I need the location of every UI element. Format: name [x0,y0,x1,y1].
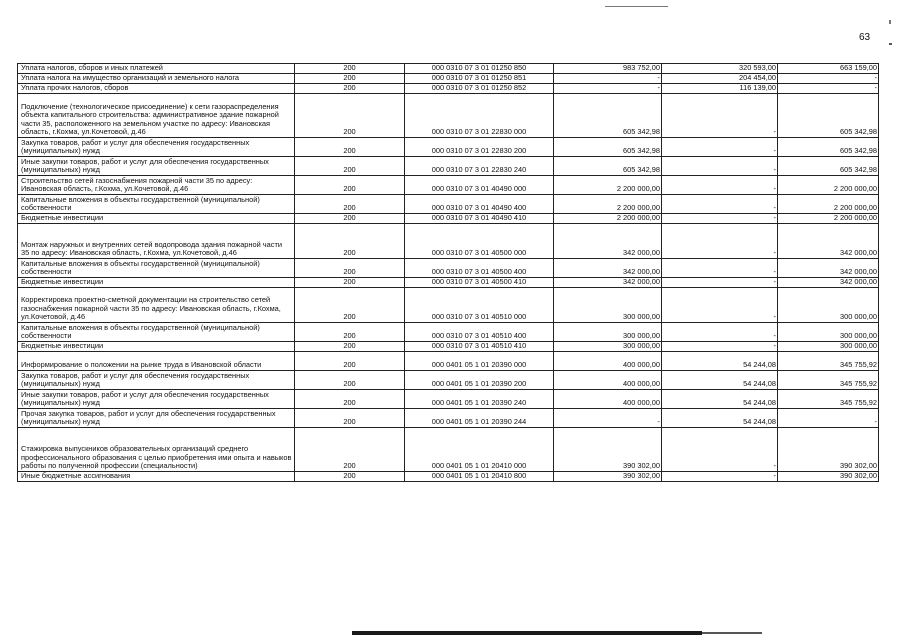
row-executed-amount: 54 244,08 [662,390,778,409]
row-unexecuted-amount: 342 000,00 [778,259,879,278]
row-unexecuted-amount: - [778,84,879,94]
row-name: Подключение (технологическое присоединение) к сети газораспределения объекта капитального строительства: административное здание пожарной части 35, расположенного на земельном участке по адресу: Ивановская область, г.Кохма, ул.Кочетовой, д.46 [18,94,295,138]
scan-mark [889,43,892,45]
row-approved-amount: 390 302,00 [554,472,662,482]
row-classification-code: 000 0401 05 1 01 20410 800 [405,472,554,482]
table-row [18,409,879,428]
row-unexecuted-amount: 345 755,92 [778,371,879,390]
row-unexecuted-amount: 663 159,00 [778,64,879,74]
row-executed-amount: 204 454,00 [662,74,778,84]
row-name: Иные закупки товаров, работ и услуг для обеспечения государственных (муниципальных) нужд [18,390,295,409]
row-classification-code: 000 0401 05 1 01 20390 200 [405,371,554,390]
row-name: Информирование о положении на рынке труда в Ивановской области [18,352,295,371]
row-unexecuted-amount: 345 755,92 [778,352,879,371]
row-executed-amount: 116 139,00 [662,84,778,94]
row-executed-amount: - [662,342,778,352]
row-admin-code: 200 [295,74,405,84]
row-name: Корректировка проектно-сметной документации на строительство сетей газоснабжения пожарной части 35 по адресу: Ивановская область, г.Кохма, ул.Кочетовой, д.46 [18,288,295,323]
row-unexecuted-amount: 2 200 000,00 [778,176,879,195]
table-row [18,195,879,214]
row-admin-code: 200 [295,176,405,195]
row-name: Бюджетные инвестиции [18,214,295,224]
table-row [18,390,879,409]
row-name: Бюджетные инвестиции [18,342,295,352]
table-row [18,472,879,482]
row-unexecuted-amount: 390 302,00 [778,472,879,482]
row-admin-code: 200 [295,214,405,224]
row-name: Монтаж наружных и внутренних сетей водопровода здания пожарной части 35 по адресу: Ивановская область, г.Кохма, ул.Кочетовой, д.46 [18,224,295,259]
row-classification-code: 000 0401 05 1 01 20390 244 [405,409,554,428]
row-classification-code: 000 0310 07 3 01 22830 200 [405,138,554,157]
table-row [18,138,879,157]
row-classification-code: 000 0401 05 1 01 20390 240 [405,390,554,409]
row-name: Иные закупки товаров, работ и услуг для обеспечения государственных (муниципальных) нужд [18,157,295,176]
row-unexecuted-amount: 342 000,00 [778,278,879,288]
row-unexecuted-amount: 300 000,00 [778,342,879,352]
scan-mark [889,20,891,24]
row-admin-code: 200 [295,390,405,409]
table-row [18,288,879,323]
row-classification-code: 000 0310 07 3 01 22830 000 [405,94,554,138]
row-approved-amount: 983 752,00 [554,64,662,74]
table-row [18,94,879,138]
row-approved-amount: 300 000,00 [554,288,662,323]
row-approved-amount: 342 000,00 [554,259,662,278]
bottom-scan-bar [702,632,762,634]
row-classification-code: 000 0310 07 3 01 40510 000 [405,288,554,323]
row-executed-amount: 54 244,08 [662,409,778,428]
row-executed-amount: - [662,288,778,323]
row-name: Прочая закупка товаров, работ и услуг для обеспечения государственных (муниципальных) нужд [18,409,295,428]
table-row [18,176,879,195]
row-name: Уплата налога на имущество организаций и земельного налога [18,74,295,84]
row-unexecuted-amount: 2 200 000,00 [778,195,879,214]
row-name: Уплата прочих налогов, сборов [18,84,295,94]
row-classification-code: 000 0310 07 3 01 40500 410 [405,278,554,288]
row-approved-amount: - [554,409,662,428]
row-classification-code: 000 0401 05 1 01 20390 000 [405,352,554,371]
row-executed-amount: - [662,138,778,157]
row-classification-code: 000 0401 05 1 01 20410 000 [405,428,554,472]
table-row [18,224,879,259]
row-admin-code: 200 [295,84,405,94]
row-name: Иные бюджетные ассигнования [18,472,295,482]
page-number: 63 [859,32,871,43]
row-name: Строительство сетей газоснабжения пожарной части 35 по адресу: Ивановская область, г.Кохма, ул.Кочетовой, д.46 [18,176,295,195]
row-approved-amount: - [554,74,662,84]
row-classification-code: 000 0310 07 3 01 40510 410 [405,342,554,352]
row-approved-amount: 400 000,00 [554,371,662,390]
row-unexecuted-amount: 2 200 000,00 [778,214,879,224]
row-executed-amount: - [662,224,778,259]
row-classification-code: 000 0310 07 3 01 40510 400 [405,323,554,342]
row-approved-amount: 2 200 000,00 [554,214,662,224]
row-admin-code: 200 [295,352,405,371]
row-admin-code: 200 [295,94,405,138]
row-name: Стажировка выпускников образовательных организаций среднего профессионального образования с целью приобретения ими опыта и навыков работы по полученной профессии (специальности) [18,428,295,472]
row-classification-code: 000 0310 07 3 01 22830 240 [405,157,554,176]
row-admin-code: 200 [295,288,405,323]
row-executed-amount: - [662,323,778,342]
row-unexecuted-amount: 605 342,98 [778,157,879,176]
row-approved-amount: 300 000,00 [554,323,662,342]
row-executed-amount: - [662,94,778,138]
row-admin-code: 200 [295,371,405,390]
table-row [18,342,879,352]
row-name: Бюджетные инвестиции [18,278,295,288]
row-unexecuted-amount: 605 342,98 [778,94,879,138]
row-executed-amount: - [662,214,778,224]
row-unexecuted-amount: - [778,409,879,428]
row-unexecuted-amount: 342 000,00 [778,224,879,259]
table-row [18,74,879,84]
row-unexecuted-amount: - [778,74,879,84]
table-row [18,352,879,371]
row-executed-amount: 320 593,00 [662,64,778,74]
row-classification-code: 000 0310 07 3 01 40490 410 [405,214,554,224]
bottom-scan-bar [352,631,702,635]
row-approved-amount: 605 342,98 [554,157,662,176]
table-row [18,371,879,390]
budget-table [17,63,879,482]
row-admin-code: 200 [295,195,405,214]
row-name: Закупка товаров, работ и услуг для обеспечения государственных (муниципальных) нужд [18,371,295,390]
row-executed-amount: - [662,428,778,472]
table-row [18,259,879,278]
row-classification-code: 000 0310 07 3 01 01250 851 [405,74,554,84]
row-name: Уплата налогов, сборов и иных платежей [18,64,295,74]
row-approved-amount: 605 342,98 [554,138,662,157]
row-admin-code: 200 [295,409,405,428]
row-admin-code: 200 [295,138,405,157]
row-admin-code: 200 [295,259,405,278]
budget-table-body [18,64,879,482]
row-name: Капитальные вложения в объекты государственной (муниципальной) собственности [18,195,295,214]
row-name: Капитальные вложения в объекты государственной (муниципальной) собственности [18,323,295,342]
row-unexecuted-amount: 300 000,00 [778,288,879,323]
table-row [18,64,879,74]
row-classification-code: 000 0310 07 3 01 40490 000 [405,176,554,195]
table-row [18,84,879,94]
row-name: Закупка товаров, работ и услуг для обеспечения государственных (муниципальных) нужд [18,138,295,157]
row-executed-amount: - [662,278,778,288]
row-approved-amount: 605 342,98 [554,94,662,138]
row-classification-code: 000 0310 07 3 01 40500 000 [405,224,554,259]
row-classification-code: 000 0310 07 3 01 40500 400 [405,259,554,278]
row-executed-amount: 54 244,08 [662,352,778,371]
row-approved-amount: 2 200 000,00 [554,176,662,195]
row-unexecuted-amount: 390 302,00 [778,428,879,472]
row-unexecuted-amount: 605 342,98 [778,138,879,157]
table-row [18,157,879,176]
row-approved-amount: 2 200 000,00 [554,195,662,214]
row-executed-amount: - [662,472,778,482]
row-approved-amount: 400 000,00 [554,390,662,409]
row-admin-code: 200 [295,472,405,482]
row-admin-code: 200 [295,342,405,352]
row-classification-code: 000 0310 07 3 01 01250 852 [405,84,554,94]
row-approved-amount: 342 000,00 [554,278,662,288]
row-admin-code: 200 [295,278,405,288]
row-executed-amount: - [662,176,778,195]
row-unexecuted-amount: 300 000,00 [778,323,879,342]
row-name: Капитальные вложения в объекты государственной (муниципальной) собственности [18,259,295,278]
row-admin-code: 200 [295,224,405,259]
table-row [18,214,879,224]
row-approved-amount: 300 000,00 [554,342,662,352]
row-admin-code: 200 [295,157,405,176]
row-approved-amount: - [554,84,662,94]
row-admin-code: 200 [295,64,405,74]
row-classification-code: 000 0310 07 3 01 01250 850 [405,64,554,74]
row-executed-amount: - [662,195,778,214]
row-approved-amount: 390 302,00 [554,428,662,472]
row-admin-code: 200 [295,428,405,472]
row-admin-code: 200 [295,323,405,342]
table-row [18,278,879,288]
table-row [18,428,879,472]
row-executed-amount: - [662,157,778,176]
row-classification-code: 000 0310 07 3 01 40490 400 [405,195,554,214]
row-executed-amount: 54 244,08 [662,371,778,390]
table-row [18,323,879,342]
row-approved-amount: 342 000,00 [554,224,662,259]
top-scan-rule [605,6,668,7]
row-unexecuted-amount: 345 755,92 [778,390,879,409]
row-approved-amount: 400 000,00 [554,352,662,371]
row-executed-amount: - [662,259,778,278]
